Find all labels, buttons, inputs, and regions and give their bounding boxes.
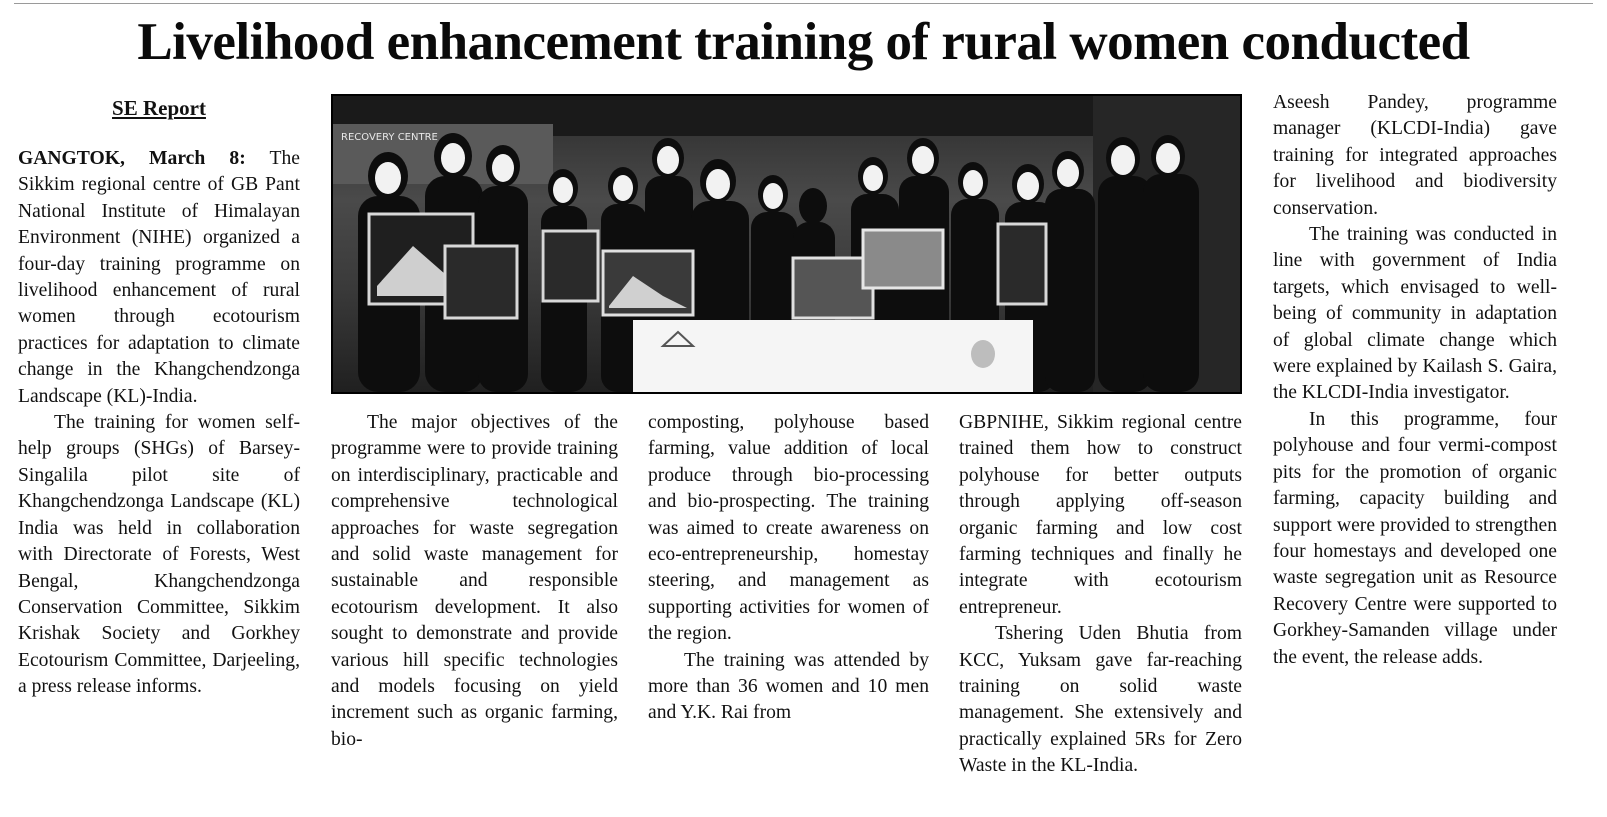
column-3 bbox=[648, 410, 929, 727]
group-photo-illustration bbox=[333, 96, 1240, 392]
paragraph-4: The training was attended by more than 36 women and 10 men and Y.K. Rai from bbox=[648, 649, 929, 724]
paragraph-3-continued: composting, polyhouse based farming, value addition of local produce through bio-processing and bio-prospecting. The training was aimed to create awareness on eco-entrepreneurship, homestay steering, and management as supporting activities for women of the region. bbox=[648, 412, 929, 645]
byline: SE Report bbox=[112, 96, 206, 120]
paragraph-2: The training for women self-help groups (SHGs) of Barsey-Singalila pilot site of Khangchendzonga Landscape (KL) India was held in collaboration with Directorate of Forests, West Bengal, Khangchendzonga Conservation Committee, Sikkim Krishak Society and Gorkhey Ecotourism Committee, Darjeeling, a press release informs. bbox=[18, 412, 300, 698]
group-photo bbox=[331, 94, 1242, 394]
sign-text: RECOVERY CENTRE bbox=[341, 132, 438, 143]
column-5 bbox=[1273, 90, 1557, 671]
column-2 bbox=[331, 410, 618, 753]
paragraph-1-text: The Sikkim regional centre of GB Pant National Institute of Himalayan Environment (NIHE) organized a four-day training programme on livelihood enhancement of rural women through ecotourism practices for adaptation to climate change in the Khangchendzonga Landscape (KL)-India. bbox=[18, 148, 300, 407]
column-4 bbox=[959, 410, 1242, 780]
paragraph-8: In this programme, four polyhouse and four vermi-compost pits for the promotion of organic farming, capacity building and support were provided to strengthen four homestays and developed one waste segregation unit as Resource Recovery Centre were supported to Gorkhey-Samanden village under the event, the release adds. bbox=[1273, 408, 1557, 668]
banner bbox=[633, 320, 1033, 392]
dateline: GANGTOK, March 8: bbox=[18, 148, 246, 169]
paragraph-5: Tshering Uden Bhutia from KCC, Yuksam gave far-reaching training on solid waste management. She extensively and practically explained 5Rs for Zero Waste in the KL-India. bbox=[959, 623, 1242, 777]
top-rule bbox=[14, 3, 1593, 4]
paragraph-3: The major objectives of the programme were to provide training on interdisciplinary, practicable and comprehensive technological approaches for waste segregation and solid waste management for sustainable and responsible ecotourism development. It also sought to demonstrate and provide various hill specific technologies and models focusing on yield increment such as organic farming, bio- bbox=[331, 412, 618, 750]
paragraph-4-continued: GBPNIHE, Sikkim regional centre trained them how to construct polyhouse for better outputs through applying off-season organic farming and low cost farming techniques and finally he integrate with ecotourism entrepreneur. bbox=[959, 412, 1242, 618]
paragraph-6: Aseesh Pandey, programme manager (KLCDI-India) gave training for integrated approaches for livelihood and biodiversity conservation. bbox=[1273, 92, 1557, 219]
headline: Livelihood enhancement training of rural women conducted bbox=[137, 13, 1470, 71]
column-1 bbox=[18, 146, 300, 701]
paragraph-7: The training was conducted in line with government of India targets, which envisaged to well-being of community in adaptation of global climate change which were explained by Kailash S. Gaira, the KLCDI-India investigator. bbox=[1273, 224, 1557, 404]
paragraph-1 bbox=[18, 146, 300, 410]
